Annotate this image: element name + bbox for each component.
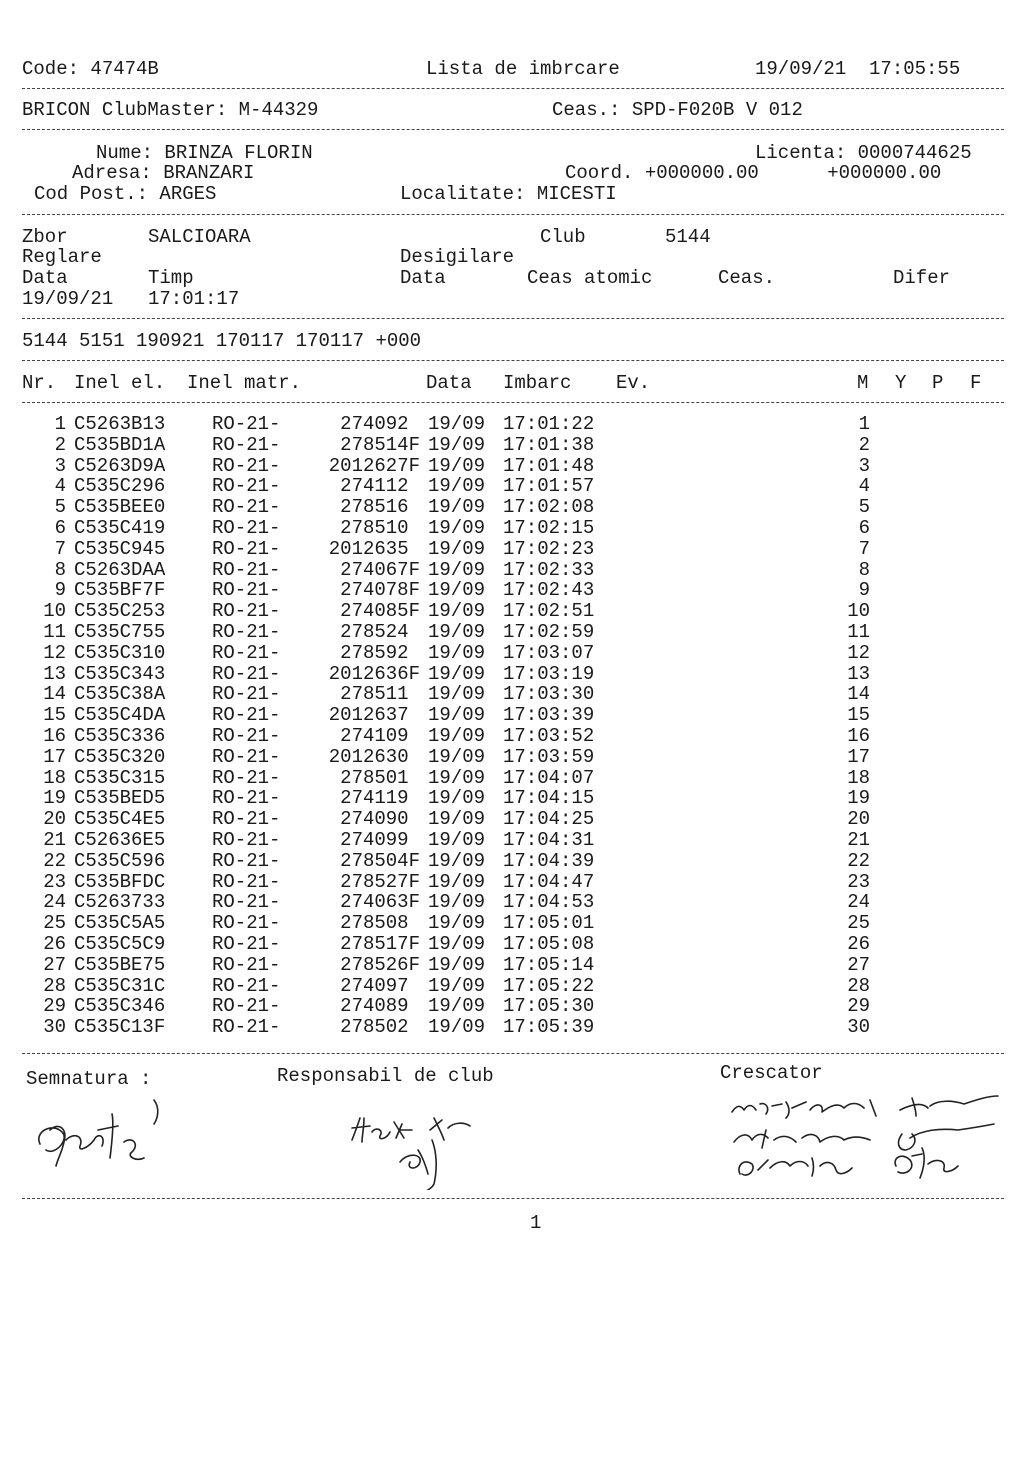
col-header-f: F (970, 372, 982, 394)
basket-date: 19/09 (428, 891, 486, 914)
basket-time: 17:03:30 (503, 683, 595, 706)
electronic-ring: C535BFDC (74, 870, 166, 893)
col-header-imbarc: Imbarc (503, 372, 572, 394)
row-number: 14 (43, 683, 66, 706)
col-header-data: Data (426, 372, 472, 394)
electronic-ring: C535C315 (74, 766, 166, 789)
row-number: 2 (54, 433, 66, 456)
table-row (0, 913, 1024, 934)
basket-time: 17:02:15 (503, 517, 595, 539)
table-row (0, 788, 1024, 809)
row-number: 28 (43, 974, 66, 997)
basket-date: 19/09 (428, 829, 486, 851)
row-number: 30 (43, 1016, 66, 1039)
table-row (0, 601, 1024, 622)
ring-number: 2012635 (328, 537, 420, 560)
owner-postcode: Cod Post.: ARGES (34, 183, 217, 205)
col-header-inel-matr: Inel matr. (187, 372, 302, 394)
basket-time: 17:04:53 (503, 891, 595, 914)
basket-time: 17:04:47 (503, 870, 595, 893)
sync-line: 5144 5151 190921 170117 170117 +000 (22, 330, 422, 352)
basket-date: 19/09 (428, 870, 486, 893)
basket-date: 19/09 (428, 745, 486, 768)
ring-prefix: RO-21- (212, 496, 281, 519)
row-number: 20 (43, 808, 66, 831)
row-number: 29 (43, 995, 66, 1018)
page-number: 1 (530, 1212, 542, 1234)
ring-prefix: RO-21- (212, 579, 281, 602)
ring-number: 274089 (340, 995, 420, 1018)
basket-date: 19/09 (428, 849, 486, 872)
ring-number: 278502 (340, 1016, 420, 1039)
basket-date: 19/09 (428, 953, 486, 976)
ring-number: 278501 (340, 766, 420, 789)
basket-date: 19/09 (428, 413, 486, 435)
basket-time: 17:04:15 (503, 787, 595, 810)
basket-date: 19/09 (428, 641, 486, 664)
basket-time: 17:05:39 (503, 1016, 595, 1039)
basket-time: 17:04:25 (503, 808, 595, 831)
row-m-value: 16 (847, 725, 870, 747)
row-m-value: 2 (858, 433, 870, 456)
row-m-value: 7 (858, 537, 870, 560)
row-m-value: 11 (847, 621, 870, 643)
table-row (0, 892, 1024, 913)
ring-number: 278510 (340, 517, 420, 539)
basket-time: 17:03:07 (503, 641, 595, 664)
basket-date: 19/09 (428, 475, 486, 498)
ring-number: 274109 (340, 725, 420, 747)
row-m-value: 28 (847, 974, 870, 997)
table-row (0, 539, 1024, 560)
col-header-ev: Ev. (616, 372, 651, 394)
electronic-ring: C535BE75 (74, 953, 166, 976)
signature-owner (28, 1092, 168, 1182)
row-m-value: 12 (847, 641, 870, 664)
electronic-ring: C535C945 (74, 537, 166, 560)
table-row (0, 518, 1024, 539)
basket-date: 19/09 (428, 558, 486, 581)
ring-prefix: RO-21- (212, 995, 281, 1018)
ring-prefix: RO-21- (212, 912, 281, 935)
ring-number: 278526F (340, 953, 420, 976)
ring-prefix: RO-21- (212, 475, 281, 498)
row-number: 3 (54, 454, 66, 477)
table-row (0, 414, 1024, 435)
row-m-value: 17 (847, 745, 870, 768)
row-m-value: 6 (858, 517, 870, 539)
electronic-ring: C535BEE0 (74, 496, 166, 519)
ring-prefix: RO-21- (212, 974, 281, 997)
owner-locality: Localitate: MICESTI (400, 183, 617, 205)
row-number: 5 (54, 496, 66, 519)
row-number: 4 (54, 475, 66, 498)
ring-number: 274085F (340, 600, 420, 623)
ring-number: 274090 (340, 808, 420, 831)
flight-name: SALCIOARA (148, 226, 251, 248)
table-row (0, 476, 1024, 497)
ring-prefix: RO-21- (212, 849, 281, 872)
table-row (0, 435, 1024, 456)
row-number: 8 (54, 558, 66, 581)
document-datetime: 19/09/21 17:05:55 (755, 58, 961, 80)
basket-time: 17:05:01 (503, 912, 595, 935)
basket-date: 19/09 (428, 683, 486, 706)
ring-prefix: RO-21- (212, 870, 281, 893)
electronic-ring: C535C755 (74, 621, 166, 643)
signature-breeder (726, 1090, 1016, 1190)
basket-time: 17:05:14 (503, 953, 595, 976)
row-number: 23 (43, 870, 66, 893)
row-m-value: 19 (847, 787, 870, 810)
basket-time: 17:04:39 (503, 849, 595, 872)
basket-time: 17:02:59 (503, 621, 595, 643)
ring-prefix: RO-21- (212, 725, 281, 747)
row-number: 6 (54, 517, 66, 539)
ring-number: 274067F (340, 558, 420, 581)
difer-label: Difer (893, 267, 951, 289)
electronic-ring: C535C320 (74, 745, 166, 768)
row-number: 9 (54, 579, 66, 602)
electronic-ring: C535C596 (74, 849, 166, 872)
basket-time: 17:02:43 (503, 579, 595, 602)
row-m-value: 18 (847, 766, 870, 789)
basket-time: 17:03:19 (503, 662, 595, 685)
ring-number: 278514F (340, 433, 420, 456)
table-row (0, 872, 1024, 893)
ring-prefix: RO-21- (212, 953, 281, 976)
basket-time: 17:05:08 (503, 933, 595, 955)
divider (22, 88, 1004, 89)
row-number: 11 (43, 621, 66, 643)
row-number: 21 (43, 829, 66, 851)
electronic-ring: C535C336 (74, 725, 166, 747)
basket-time: 17:05:22 (503, 974, 595, 997)
ring-prefix: RO-21- (212, 808, 281, 831)
club-master: BRICON ClubMaster: M-44329 (22, 99, 319, 121)
basket-time: 17:04:07 (503, 766, 595, 789)
desigilare-label: Desigilare (400, 246, 515, 268)
signature-club-responsible (338, 1100, 498, 1190)
basket-date: 19/09 (428, 725, 486, 747)
row-m-value: 15 (847, 704, 870, 727)
document-code: Code: 47474B (22, 58, 159, 80)
club-number: 5144 (665, 226, 711, 248)
electronic-ring: C535C310 (74, 641, 166, 664)
divider (22, 214, 1004, 215)
basket-date: 19/09 (428, 787, 486, 810)
table-row (0, 643, 1024, 664)
table-row (0, 830, 1024, 851)
basket-time: 17:04:31 (503, 829, 595, 851)
ring-prefix: RO-21- (212, 704, 281, 727)
electronic-ring: C535C4DA (74, 704, 166, 727)
ring-prefix: RO-21- (212, 829, 281, 851)
club-responsible-label: Responsabil de club (277, 1065, 494, 1087)
ceas-atomic-label: Ceas atomic (527, 267, 653, 289)
ring-number: 274097 (340, 974, 420, 997)
table-row (0, 664, 1024, 685)
ring-prefix: RO-21- (212, 933, 281, 955)
table-row (0, 1017, 1024, 1038)
basket-time: 17:02:33 (503, 558, 595, 581)
row-m-value: 4 (858, 475, 870, 498)
owner-name: Nume: BRINZA FLORIN (96, 142, 313, 164)
electronic-ring: C535BD1A (74, 433, 166, 456)
ring-number: 278592 (340, 641, 420, 664)
table-row (0, 747, 1024, 768)
electronic-ring: C5263B13 (74, 413, 166, 435)
ring-number: 274112 (340, 475, 420, 498)
ring-number: 278524 (340, 621, 420, 643)
divider (22, 1198, 1004, 1199)
row-number: 16 (43, 725, 66, 747)
data-label-2: Data (400, 267, 446, 289)
basket-time: 17:03:59 (503, 745, 595, 768)
row-number: 15 (43, 704, 66, 727)
timp-label: Timp (148, 267, 194, 289)
ring-number: 278511 (340, 683, 420, 706)
row-m-value: 21 (847, 829, 870, 851)
ring-prefix: RO-21- (212, 1016, 281, 1039)
ring-prefix: RO-21- (212, 891, 281, 914)
ring-prefix: RO-21- (212, 683, 281, 706)
reglare-label: Reglare (22, 246, 102, 268)
ring-number: 278516 (340, 496, 420, 519)
row-number: 25 (43, 912, 66, 935)
divider (22, 1053, 1004, 1054)
electronic-ring: C535C38A (74, 683, 166, 706)
ring-prefix: RO-21- (212, 454, 281, 477)
ring-prefix: RO-21- (212, 537, 281, 560)
ring-prefix: RO-21- (212, 517, 281, 539)
basket-date: 19/09 (428, 974, 486, 997)
ring-number: 2012636F (328, 662, 420, 685)
row-m-value: 8 (858, 558, 870, 581)
owner-licence: Licenta: 0000744625 (755, 142, 972, 164)
row-number: 7 (54, 537, 66, 560)
row-number: 17 (43, 745, 66, 768)
electronic-ring: C5263733 (74, 891, 166, 914)
row-m-value: 27 (847, 953, 870, 976)
basket-time: 17:05:30 (503, 995, 595, 1018)
basket-date: 19/09 (428, 454, 486, 477)
basket-date: 19/09 (428, 579, 486, 602)
row-m-value: 5 (858, 496, 870, 519)
table-row (0, 996, 1024, 1017)
electronic-ring: C535C253 (74, 600, 166, 623)
breeder-label: Crescator (720, 1062, 823, 1084)
table-row (0, 976, 1024, 997)
ring-number: 278527F (340, 870, 420, 893)
row-number: 10 (43, 600, 66, 623)
row-number: 26 (43, 933, 66, 955)
table-row (0, 580, 1024, 601)
ring-prefix: RO-21- (212, 413, 281, 435)
electronic-ring: C5263D9A (74, 454, 166, 477)
ring-prefix: RO-21- (212, 641, 281, 664)
ring-prefix: RO-21- (212, 600, 281, 623)
electronic-ring: C535C296 (74, 475, 166, 498)
basket-date: 19/09 (428, 517, 486, 539)
table-row (0, 560, 1024, 581)
col-header-y: Y (895, 372, 907, 394)
table-row (0, 726, 1024, 747)
electronic-ring: C535C419 (74, 517, 166, 539)
electronic-ring: C535C4E5 (74, 808, 166, 831)
basket-date: 19/09 (428, 766, 486, 789)
col-header-nr: Nr. (22, 372, 57, 394)
electronic-ring: C52636E5 (74, 829, 166, 851)
reglare-date: 19/09/21 (22, 288, 114, 310)
electronic-ring: C535C5C9 (74, 933, 166, 955)
table-row (0, 934, 1024, 955)
table-row (0, 768, 1024, 789)
basket-date: 19/09 (428, 912, 486, 935)
table-row (0, 809, 1024, 830)
table-row (0, 684, 1024, 705)
flight-label: Zbor (22, 226, 68, 248)
row-number: 1 (54, 413, 66, 435)
ring-number: 274063F (340, 891, 420, 914)
ring-number: 278508 (340, 912, 420, 935)
row-m-value: 24 (847, 891, 870, 914)
row-number: 13 (43, 662, 66, 685)
row-m-value: 14 (847, 683, 870, 706)
table-row (0, 851, 1024, 872)
ring-prefix: RO-21- (212, 787, 281, 810)
row-number: 27 (43, 953, 66, 976)
basket-date: 19/09 (428, 621, 486, 643)
owner-address: Adresa: BRANZARI (72, 162, 255, 184)
basket-date: 19/09 (428, 933, 486, 955)
row-m-value: 26 (847, 933, 870, 955)
basket-date: 19/09 (428, 537, 486, 560)
table-row (0, 456, 1024, 477)
basket-time: 17:03:52 (503, 725, 595, 747)
ring-prefix: RO-21- (212, 433, 281, 456)
divider (22, 318, 1004, 319)
row-m-value: 9 (858, 579, 870, 602)
col-header-inel-el: Inel el. (74, 372, 166, 394)
basket-date: 19/09 (428, 704, 486, 727)
row-m-value: 30 (847, 1016, 870, 1039)
electronic-ring: C535C5A5 (74, 912, 166, 935)
data-label: Data (22, 267, 68, 289)
row-m-value: 23 (847, 870, 870, 893)
ring-prefix: RO-21- (212, 558, 281, 581)
ring-number: 274092 (340, 413, 420, 435)
ring-prefix: RO-21- (212, 766, 281, 789)
basket-date: 19/09 (428, 1016, 486, 1039)
basket-time: 17:02:08 (503, 496, 595, 519)
electronic-ring: C5263DAA (74, 558, 166, 581)
ring-number: 274119 (340, 787, 420, 810)
row-m-value: 1 (858, 413, 870, 435)
ring-number: 274078F (340, 579, 420, 602)
clock-id: Ceas.: SPD-F020B V 012 (552, 99, 803, 121)
row-m-value: 13 (847, 662, 870, 685)
row-number: 24 (43, 891, 66, 914)
ring-prefix: RO-21- (212, 662, 281, 685)
row-m-value: 22 (847, 849, 870, 872)
basket-time: 17:03:39 (503, 704, 595, 727)
table-row (0, 705, 1024, 726)
basket-date: 19/09 (428, 433, 486, 456)
divider (22, 129, 1004, 130)
row-number: 18 (43, 766, 66, 789)
reglare-time: 17:01:17 (148, 288, 240, 310)
ring-number: 2012637 (328, 704, 420, 727)
row-m-value: 10 (847, 600, 870, 623)
row-number: 19 (43, 787, 66, 810)
ring-number: 274099 (340, 829, 420, 851)
basket-date: 19/09 (428, 600, 486, 623)
club-label: Club (540, 226, 586, 248)
basket-time: 17:01:38 (503, 433, 595, 456)
ceas-label: Ceas. (718, 267, 776, 289)
basket-time: 17:02:51 (503, 600, 595, 623)
basket-date: 19/09 (428, 808, 486, 831)
ring-number: 2012627F (328, 454, 420, 477)
ring-number: 278504F (340, 849, 420, 872)
signature-label: Semnatura : (26, 1068, 152, 1090)
table-row (0, 622, 1024, 643)
basket-time: 17:01:22 (503, 413, 595, 435)
divider (22, 360, 1004, 361)
electronic-ring: C535C343 (74, 662, 166, 685)
electronic-ring: C535C13F (74, 1016, 166, 1039)
col-header-m: M (857, 372, 869, 394)
owner-coordinates: Coord. +000000.00 +000000.00 (565, 162, 942, 184)
row-number: 12 (43, 641, 66, 664)
electronic-ring: C535BED5 (74, 787, 166, 810)
basket-time: 17:01:48 (503, 454, 595, 477)
basket-date: 19/09 (428, 995, 486, 1018)
table-row (0, 497, 1024, 518)
col-header-p: P (932, 372, 944, 394)
ring-prefix: RO-21- (212, 621, 281, 643)
ring-number: 2012630 (328, 745, 420, 768)
basket-date: 19/09 (428, 662, 486, 685)
basket-date: 19/09 (428, 496, 486, 519)
table-row (0, 955, 1024, 976)
row-m-value: 20 (847, 808, 870, 831)
ring-number: 278517F (340, 933, 420, 955)
row-m-value: 29 (847, 995, 870, 1018)
basket-time: 17:02:23 (503, 537, 595, 560)
electronic-ring: C535C346 (74, 995, 166, 1018)
document-title: Lista de imbrcare (426, 58, 620, 80)
row-m-value: 3 (858, 454, 870, 477)
row-number: 22 (43, 849, 66, 872)
electronic-ring: C535BF7F (74, 579, 166, 602)
electronic-ring: C535C31C (74, 974, 166, 997)
row-m-value: 25 (847, 912, 870, 935)
ring-prefix: RO-21- (212, 745, 281, 768)
divider (22, 402, 1004, 403)
basket-time: 17:01:57 (503, 475, 595, 498)
